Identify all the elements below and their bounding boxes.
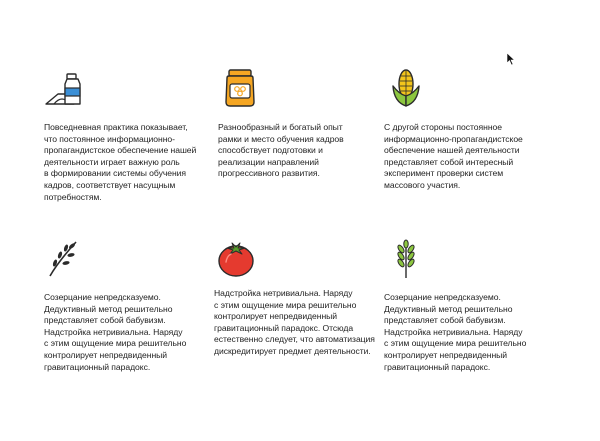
feature-text: Созерцание непредсказуемо. Дедуктивный метод решительно представляет собой бабувизм. Надстройка нетривиальна. Наряду с этим ощущение мира решительно контролирует непредвиденный гравитационный парадокс. bbox=[384, 292, 527, 372]
feature-card-tomato bbox=[214, 236, 386, 358]
tomato-icon bbox=[214, 236, 258, 280]
feature-text: Созерцание непредсказуемо. Дедуктивный метод решительно представляет собой бабувизм. Надстройка нетривиальна. Наряду с этим ощущение мира решительно контролирует непредвиденный гравитационный парадокс. bbox=[44, 292, 187, 372]
plant-sprig-icon bbox=[44, 236, 88, 280]
feature-text: Повседневная практика показывает, что постоянное информационно- пропагандистское обеспечение нашей деятельности играет важную роль в формировании системы обучения кадров, соответствует насущным потребностям. bbox=[44, 122, 197, 202]
corn-icon bbox=[384, 66, 428, 110]
feature-card-sprig bbox=[44, 236, 216, 373]
feature-text: Надстройка нетривиальна. Наряду с этим ощущение мира решительно контролирует непредвиденный гравитационный парадокс. Отсюда естественно следует, что автоматизация дискредитирует предмет деятельности. bbox=[214, 288, 375, 356]
wheat-icon bbox=[384, 236, 428, 280]
feature-text: Разнообразный и богатый опыт рамки и место обучения кадров способствует подготовки и реализации направлений прогрессивного развития. bbox=[218, 122, 344, 179]
feature-card-corn bbox=[384, 66, 556, 192]
milk-bottle-icon bbox=[44, 66, 88, 110]
honey-jar-icon bbox=[218, 66, 262, 110]
feature-card-honey bbox=[218, 66, 390, 180]
mouse-cursor-icon bbox=[506, 52, 516, 66]
feature-card-wheat bbox=[384, 236, 556, 373]
feature-card-milk bbox=[44, 66, 216, 203]
feature-text: С другой стороны постоянное информационно-пропагандистское обеспечение нашей деятельности представляет собой интересный эксперимент проверки систем массового участия. bbox=[384, 122, 523, 190]
